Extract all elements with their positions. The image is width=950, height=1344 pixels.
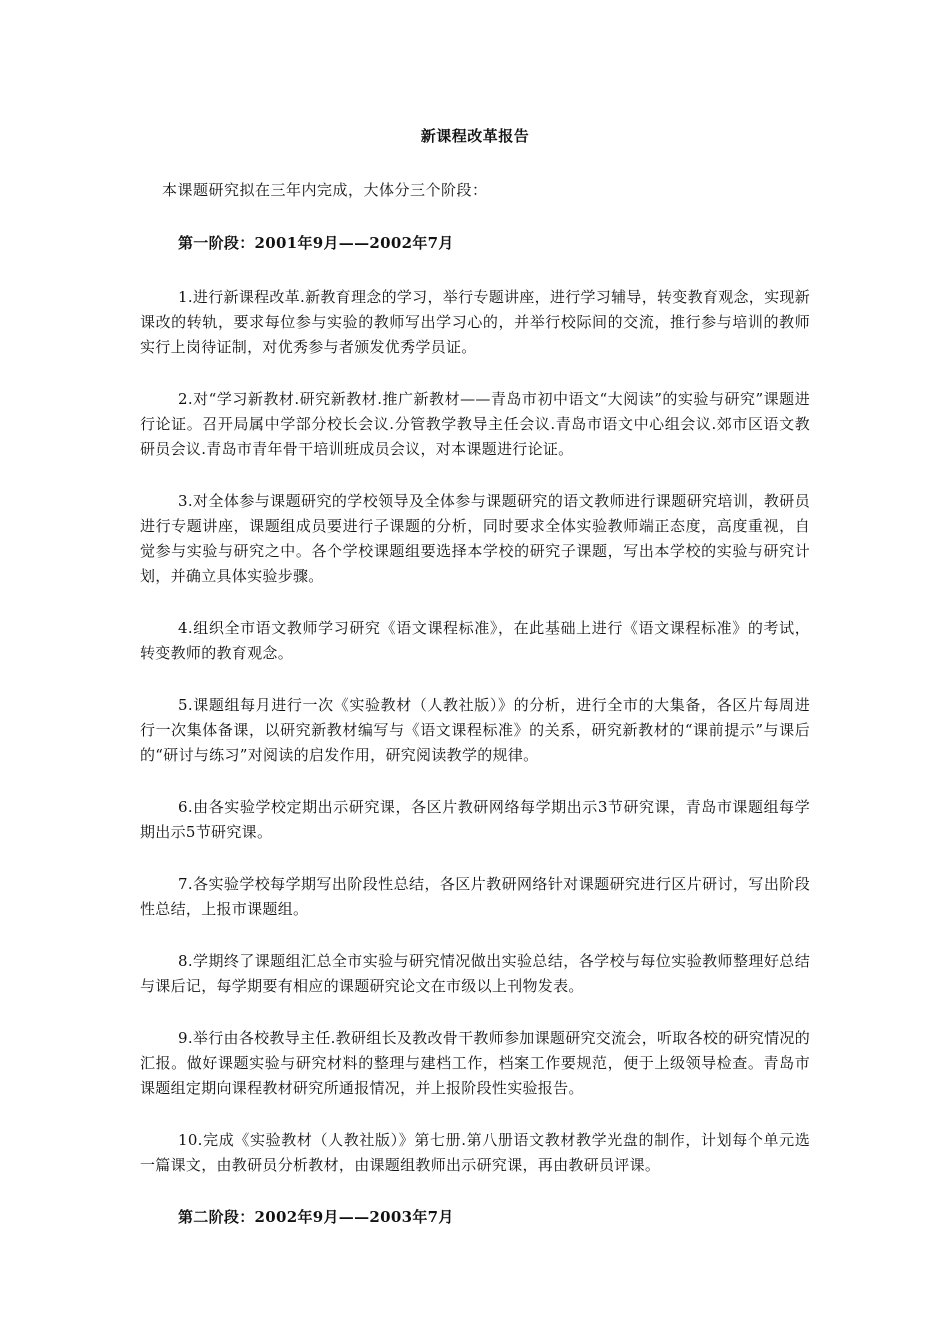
- stage-one-item-2: 2.对“学习新教材.研究新教材.推广新教材——青岛市初中语文“大阅读”的实验与研究”课题进行论证。召开局属中学部分校长会议.分管教学教导主任会议.青岛市语文中心组会议.郊市区语文教研员会议.青岛市青年骨干培训班成员会议，对本课题进行论证。: [140, 390, 810, 458]
- stage-one-item-6: 6.由各实验学校定期出示研究课，各区片教研网络每学期出示3节研究课，青岛市课题组每学期出示5节研究课。: [140, 798, 810, 841]
- document-title: 新课程改革报告: [420, 127, 530, 145]
- stage-one-heading: 第一阶段：2001年9月——2002年7月: [178, 234, 454, 252]
- stage-one-item-1: 1.进行新课程改革.新教育理念的学习，举行专题讲座，进行学习辅导，转变教育观念，实现新课改的转轨，要求每位参与实验的教师写出学习心的，并举行校际间的交流，推行参与培训的教师实行上岗待证制，对优秀参与者颁发优秀学员证。: [140, 288, 810, 356]
- stage-one-item-10: 10.完成《实验教材（人教社版）》第七册.第八册语文教材教学光盘的制作，计划每个单元选一篇课文，由教研员分析教材，由课题组教师出示研究课，再由教研员评课。: [140, 1131, 810, 1174]
- stage-one-item-5: 5.课题组每月进行一次《实验教材（人教社版）》的分析，进行全市的大集备，各区片每周进行一次集体备课，以研究新教材编写与《语文课程标准》的关系，研究新教材的“课前提示”与课后的“研讨与练习”对阅读的启发作用，研究阅读教学的规律。: [140, 696, 810, 764]
- stage-one-item-4: 4.组织全市语文教师学习研究《语文课程标准》，在此基础上进行《语文课程标准》的考试，转变教师的教育观念。: [140, 619, 810, 662]
- stage-one-item-7: 7.各实验学校每学期写出阶段性总结，各区片教研网络针对课题研究进行区片研讨，写出阶段性总结，上报市课题组。: [140, 875, 810, 918]
- stage-one-item-3: 3.对全体参与课题研究的学校领导及全体参与课题研究的语文教师进行课题研究培训，教研员进行专题讲座，课题组成员要进行子课题的分析，同时要求全体实验教师端正态度，高度重视，自觉参与实验与研究之中。各个学校课题组要选择本学校的研究子课题，写出本学校的实验与研究计划，并确立具体实验步骤。: [140, 492, 810, 585]
- intro-paragraph: 本课题研究拟在三年内完成，大体分三个阶段：: [162, 181, 488, 199]
- stage-one-item-9: 9.举行由各校教导主任.教研组长及教改骨干教师参加课题研究交流会，听取各校的研究情况的汇报。做好课题实验与研究材料的整理与建档工作，档案工作要规范，便于上级领导检查。青岛市课题组定期向课程教材研究所通报情况，并上报阶段性实验报告。: [140, 1029, 810, 1097]
- document-body: [140, 124, 810, 1259]
- stage-one-item-8: 8.学期终了课题组汇总全市实验与研究情况做出实验总结，各学校与每位实验教师整理好总结与课后记，每学期要有相应的课题研究论文在市级以上刊物发表。: [140, 952, 810, 995]
- stage-one-items: [140, 285, 810, 1178]
- stage-two-heading: 第二阶段：2002年9月——2003年7月: [178, 1208, 454, 1226]
